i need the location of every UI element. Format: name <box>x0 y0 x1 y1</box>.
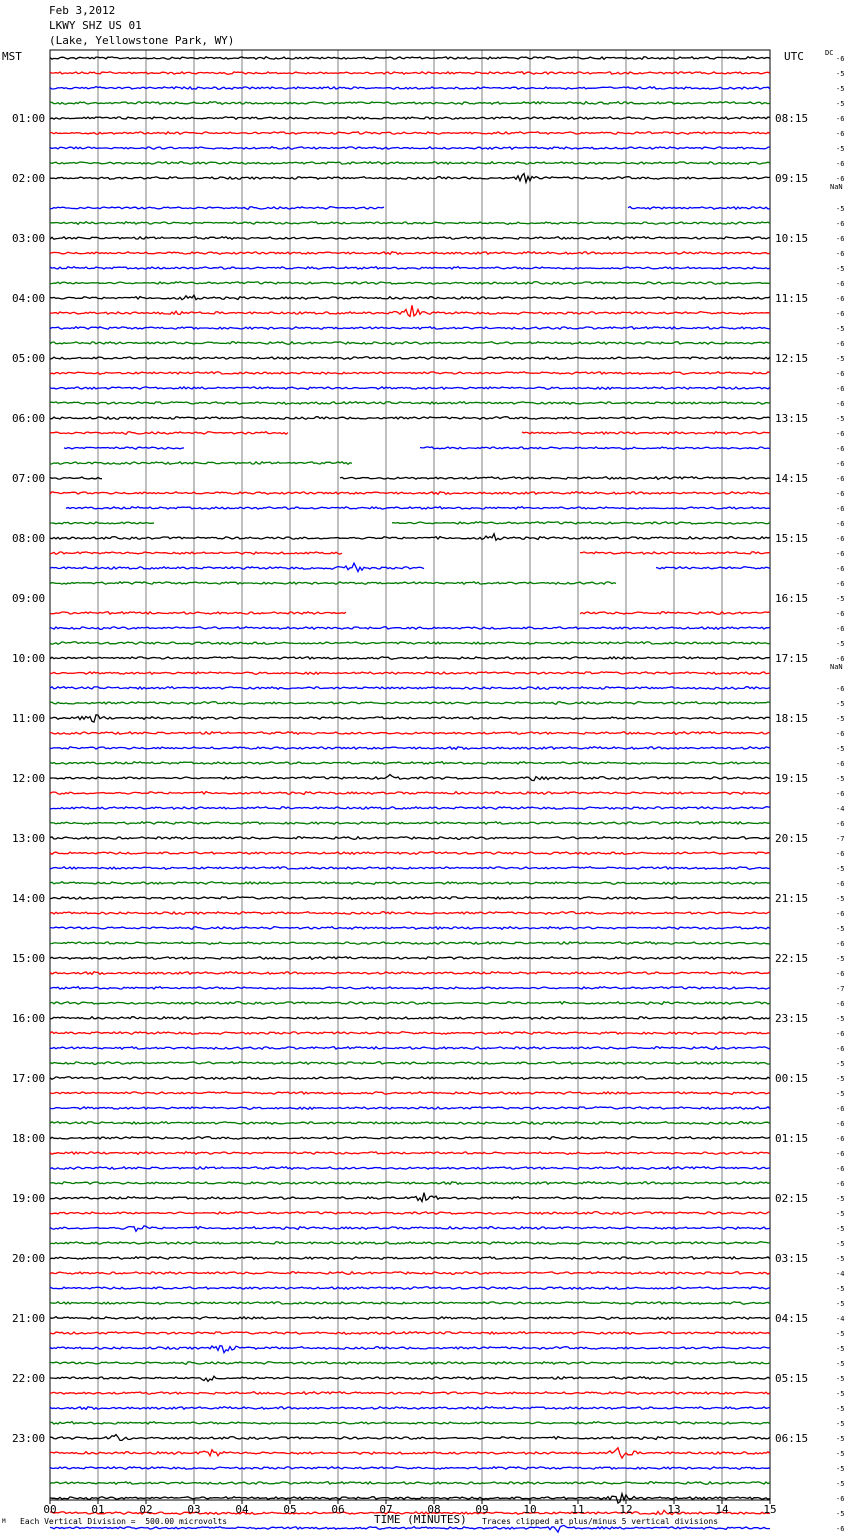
header-station: LKWY SHZ US 01 <box>49 19 142 32</box>
row-value-label: -6 <box>836 475 845 483</box>
trace-row-63 <box>50 1002 770 1005</box>
trace-row-27 <box>50 462 352 465</box>
right-hour-label: 14:15 <box>775 472 809 485</box>
row-value-label: -6 <box>836 1135 845 1143</box>
trace-row-6 <box>50 147 770 150</box>
left-hour-label: 16:00 <box>12 1012 46 1025</box>
trace-row-47 <box>50 762 770 765</box>
trace-row-59 <box>50 942 770 945</box>
row-value-label: -5 <box>836 415 845 423</box>
row-value-label: -6 <box>836 850 845 858</box>
right-hour-label: 11:15 <box>775 292 809 305</box>
trace-row-55 <box>50 882 770 885</box>
trace-row-80 <box>50 1257 770 1260</box>
row-value-label: -5 <box>836 1405 845 1413</box>
row-value-label: -5 <box>836 100 845 108</box>
row-value-label: -6 <box>836 1165 845 1173</box>
row-value-label: -5 <box>836 865 845 873</box>
row-value-label: -5 <box>836 85 845 93</box>
row-value-label: -5 <box>836 325 845 333</box>
trace-row-98 <box>50 1525 770 1532</box>
row-value-label: -4 <box>836 805 845 813</box>
trace-row-78 <box>50 1226 770 1231</box>
row-value-label: -6 <box>836 760 845 768</box>
trace-row-38 <box>50 627 770 630</box>
right-hour-label: 04:15 <box>775 1312 809 1325</box>
row-value-label: -6 <box>836 685 845 693</box>
row-value-label: -5 <box>836 1225 845 1233</box>
row-value-label: NaN <box>830 183 843 191</box>
trace-row-87 <box>50 1362 770 1365</box>
row-value-label: -6 <box>836 1105 845 1113</box>
row-value-label: -6 <box>836 400 845 408</box>
trace-row-15 <box>50 282 770 285</box>
right-hour-label: 02:15 <box>775 1192 809 1205</box>
trace-row-7 <box>50 162 770 165</box>
trace-row-17 <box>50 305 770 316</box>
right-hour-label: 05:15 <box>775 1372 809 1385</box>
row-value-label: -6 <box>836 910 845 918</box>
left-hour-label: 09:00 <box>12 592 46 605</box>
x-axis-label: TIME (MINUTES) <box>374 1513 467 1526</box>
x-tick-label: 09 <box>475 1503 489 1516</box>
row-value-label: -5 <box>836 1060 845 1068</box>
trace-row-57 <box>50 912 770 915</box>
trace-row-40 <box>50 657 770 660</box>
row-value-label: -6 <box>836 280 845 288</box>
row-value-label: -5 <box>836 925 845 933</box>
trace-row-88 <box>50 1376 770 1381</box>
row-value-label: -5 <box>836 1435 845 1443</box>
left-hour-label: 03:00 <box>12 232 46 245</box>
left-hour-label: 06:00 <box>12 412 46 425</box>
row-value-label: -5 <box>836 1480 845 1488</box>
left-hour-label: 10:00 <box>12 652 46 665</box>
right-hour-label: 18:15 <box>775 712 809 725</box>
right-hour-label: 01:15 <box>775 1132 809 1145</box>
left-hour-label: 20:00 <box>12 1252 46 1265</box>
row-value-label: -5 <box>836 1285 845 1293</box>
row-value-label: -5 <box>836 1450 845 1458</box>
x-tick-label: 07 <box>379 1503 393 1516</box>
row-value-label: NaN <box>830 663 843 671</box>
x-tick-label: 10 <box>523 1503 537 1516</box>
x-tick-label: 14 <box>715 1503 729 1516</box>
row-value-label: -6 <box>836 1030 845 1038</box>
trace-row-2 <box>50 87 770 90</box>
row-value-label: -5 <box>836 1240 845 1248</box>
trace-row-81 <box>50 1272 770 1275</box>
trace-row-96 <box>50 1494 770 1503</box>
row-value-label: -6 <box>836 940 845 948</box>
trace-row-43 <box>50 702 770 705</box>
row-value-label: -6 <box>836 220 845 228</box>
x-tick-label: 02 <box>139 1503 153 1516</box>
row-value-label: -5 <box>836 1015 845 1023</box>
row-value-label: -6 <box>836 820 845 828</box>
row-value-label: -5 <box>836 775 845 783</box>
trace-row-68 <box>50 1077 770 1080</box>
trace-row-72 <box>50 1137 770 1140</box>
trace-row-39 <box>50 642 770 645</box>
left-hour-label: 21:00 <box>12 1312 46 1325</box>
row-value-label: -4 <box>836 1315 845 1323</box>
trace-row-34 <box>50 563 770 571</box>
left-hour-label: 15:00 <box>12 952 46 965</box>
x-tick-label: 08 <box>427 1503 441 1516</box>
row-value-label: -6 <box>836 580 845 588</box>
trace-row-20 <box>50 357 770 360</box>
x-tick-label: 01 <box>91 1503 105 1516</box>
row-value-label: -5 <box>836 745 845 753</box>
right-hour-label: 20:15 <box>775 832 809 845</box>
left-hour-label: 11:00 <box>12 712 46 725</box>
left-hour-label: 22:00 <box>12 1372 46 1385</box>
right-hour-label: 00:15 <box>775 1072 809 1085</box>
trace-row-29 <box>50 492 770 495</box>
trace-row-66 <box>50 1047 770 1050</box>
x-tick-label: 06 <box>331 1503 345 1516</box>
left-hour-label: 14:00 <box>12 892 46 905</box>
right-hour-label: 15:15 <box>775 532 809 545</box>
row-value-label: -6 <box>836 655 845 663</box>
trace-row-51 <box>50 822 770 825</box>
trace-row-91 <box>50 1422 770 1425</box>
trace-row-50 <box>50 807 770 810</box>
trace-row-48 <box>50 775 770 781</box>
trace-row-54 <box>50 867 770 870</box>
trace-row-16 <box>50 295 770 300</box>
trace-row-82 <box>50 1287 770 1290</box>
trace-row-28 <box>50 477 770 480</box>
trace-row-61 <box>50 972 770 975</box>
trace-row-75 <box>50 1182 770 1185</box>
trace-row-60 <box>50 957 770 960</box>
trace-row-12 <box>50 237 770 240</box>
row-value-label: -6 <box>836 370 845 378</box>
right-hour-label: 22:15 <box>775 952 809 965</box>
row-value-label: -7 <box>836 835 845 843</box>
right-hour-label: 10:15 <box>775 232 809 245</box>
right-hour-label: 19:15 <box>775 772 809 785</box>
row-value-label: -6 <box>836 1495 845 1503</box>
trace-row-93 <box>50 1448 770 1458</box>
row-value-label: -6 <box>836 460 845 468</box>
trace-row-67 <box>50 1062 770 1065</box>
row-value-label: -6 <box>836 55 845 63</box>
trace-row-23 <box>50 402 770 405</box>
left-hour-label: 12:00 <box>12 772 46 785</box>
row-value-label: -6 <box>836 1180 845 1188</box>
left-hour-label: 07:00 <box>12 472 46 485</box>
row-value-label: -6 <box>836 1000 845 1008</box>
row-value-label: -6 <box>836 625 845 633</box>
trace-row-46 <box>50 747 770 750</box>
trace-row-69 <box>50 1092 770 1095</box>
trace-row-94 <box>50 1467 770 1470</box>
trace-row-89 <box>50 1392 770 1395</box>
trace-row-13 <box>50 252 770 255</box>
right-hour-label: 09:15 <box>775 172 809 185</box>
x-tick-label: 04 <box>235 1503 249 1516</box>
right-hour-label: 21:15 <box>775 892 809 905</box>
left-hour-label: 08:00 <box>12 532 46 545</box>
row-value-label: -5 <box>836 70 845 78</box>
row-value-label: -6 <box>836 445 845 453</box>
trace-row-84 <box>50 1317 770 1320</box>
trace-row-41 <box>50 672 770 675</box>
left-hour-label: 01:00 <box>12 112 46 125</box>
row-value-label: -5 <box>836 640 845 648</box>
scale-note: Each Vertical Division = 500.00 microvolts <box>20 1517 228 1526</box>
trace-row-35 <box>50 582 616 585</box>
row-value-label: -6 <box>836 130 845 138</box>
trace-row-19 <box>50 342 770 345</box>
left-axis-title: MST <box>2 50 22 63</box>
row-value-label: -6 <box>836 490 845 498</box>
row-value-label: -6 <box>836 385 845 393</box>
trace-row-21 <box>50 372 770 375</box>
left-hour-label: 02:00 <box>12 172 46 185</box>
row-value-label: -5 <box>836 895 845 903</box>
trace-row-42 <box>50 687 770 690</box>
trace-row-25 <box>50 432 770 435</box>
row-value-label: -6 <box>836 160 845 168</box>
trace-row-33 <box>50 552 770 554</box>
row-value-label: -6 <box>836 970 845 978</box>
row-value-label: -5 <box>836 955 845 963</box>
trace-row-32 <box>50 534 770 541</box>
trace-row-10 <box>50 207 770 210</box>
trace-row-70 <box>50 1107 770 1110</box>
row-value-label: -5 <box>836 1255 845 1263</box>
trace-row-85 <box>50 1332 770 1335</box>
row-value-label: -7 <box>836 985 845 993</box>
right-hour-label: 06:15 <box>775 1432 809 1445</box>
trace-row-37 <box>50 612 770 615</box>
left-hour-label: 23:00 <box>12 1432 46 1445</box>
row-value-label: -5 <box>836 145 845 153</box>
row-value-label: -6 <box>836 505 845 513</box>
row-value-label: -6 <box>836 250 845 258</box>
row-value-label: -6 <box>836 295 845 303</box>
row-value-label: -6 <box>836 535 845 543</box>
left-hour-label: 05:00 <box>12 352 46 365</box>
trace-row-74 <box>50 1167 770 1170</box>
row-value-label: -5 <box>836 1075 845 1083</box>
trace-row-95 <box>50 1482 770 1485</box>
trace-row-11 <box>50 222 770 225</box>
trace-row-26 <box>64 447 770 450</box>
row-value-label: -5 <box>836 715 845 723</box>
x-tick-label: 03 <box>187 1503 201 1516</box>
trace-row-5 <box>50 132 770 135</box>
trace-row-83 <box>50 1302 770 1305</box>
trace-row-52 <box>50 837 770 840</box>
right-hour-label: 13:15 <box>775 412 809 425</box>
row-value-label: -6 <box>836 340 845 348</box>
row-value-label: -5 <box>836 205 845 213</box>
row-value-label: -5 <box>836 700 845 708</box>
trace-row-71 <box>50 1122 770 1125</box>
row-value-label: -6 <box>836 550 845 558</box>
row-value-label: -5 <box>836 1300 845 1308</box>
x-tick-label: 11 <box>571 1503 585 1516</box>
row-value-label: -6 <box>836 175 845 183</box>
trace-row-73 <box>50 1152 770 1155</box>
row-value-label: -5 <box>836 1465 845 1473</box>
row-value-label: -5 <box>836 1090 845 1098</box>
trace-row-24 <box>50 417 770 420</box>
right-hour-label: 03:15 <box>775 1252 809 1265</box>
row-value-label: -5 <box>836 595 845 603</box>
row-value-label: -5 <box>836 1330 845 1338</box>
row-value-label: -6 <box>836 1150 845 1158</box>
trace-row-3 <box>50 102 770 105</box>
trace-row-49 <box>50 792 770 795</box>
trace-row-45 <box>50 732 770 735</box>
row-value-label: -5 <box>836 265 845 273</box>
right-hour-label: 08:15 <box>775 112 809 125</box>
row-value-label: -5 <box>836 1360 845 1368</box>
row-value-label: -6 <box>836 790 845 798</box>
trace-row-64 <box>50 1017 770 1020</box>
row-value-label: -6 <box>836 730 845 738</box>
trace-row-62 <box>50 987 770 990</box>
x-tick-label: 13 <box>667 1503 681 1516</box>
left-hour-label: 04:00 <box>12 292 46 305</box>
trace-row-77 <box>50 1212 770 1215</box>
row-value-label: -5 <box>836 355 845 363</box>
row-value-label: -6 <box>836 235 845 243</box>
row-value-label: -6 <box>836 1120 845 1128</box>
row-value-label: -6 <box>836 1045 845 1053</box>
row-value-label: -6 <box>836 1525 845 1533</box>
row-value-label: -6 <box>836 565 845 573</box>
trace-row-90 <box>50 1407 770 1410</box>
left-hour-label: 17:00 <box>12 1072 46 1085</box>
trace-row-30 <box>66 507 770 510</box>
header-date: Feb 3,2012 <box>49 4 116 17</box>
trace-row-79 <box>50 1242 770 1245</box>
trace-row-76 <box>50 1193 770 1202</box>
row-value-label: -6 <box>836 310 845 318</box>
trace-row-31 <box>50 522 770 524</box>
row-value-label: -6 <box>836 520 845 528</box>
right-hour-label: 12:15 <box>775 352 809 365</box>
trace-row-58 <box>50 927 770 930</box>
trace-row-4 <box>50 117 770 120</box>
row-value-label: -5 <box>836 1210 845 1218</box>
trace-row-86 <box>50 1346 770 1353</box>
dc-label: DC <box>825 49 834 57</box>
trace-row-65 <box>50 1032 770 1035</box>
trace-row-18 <box>50 327 770 330</box>
row-value-label: -5 <box>836 1420 845 1428</box>
row-value-label: -4 <box>836 1270 845 1278</box>
row-value-label: -5 <box>836 1345 845 1353</box>
right-hour-label: 23:15 <box>775 1012 809 1025</box>
x-tick-label: 15 <box>763 1503 777 1516</box>
row-value-label: -5 <box>836 1390 845 1398</box>
trace-row-92 <box>50 1435 770 1441</box>
trace-row-1 <box>50 72 770 75</box>
right-axis-title: UTC <box>784 50 804 63</box>
trace-row-14 <box>50 267 770 270</box>
right-hour-label: 16:15 <box>775 592 809 605</box>
trace-row-44 <box>50 715 770 722</box>
clip-note: Traces clipped at plus/minus 5 vertical divisions <box>482 1517 719 1526</box>
corner-mark: M <box>2 1518 6 1525</box>
left-hour-label: 18:00 <box>12 1132 46 1145</box>
left-hour-label: 13:00 <box>12 832 46 845</box>
x-tick-label: 05 <box>283 1503 297 1516</box>
header-location: (Lake, Yellowstone Park, WY) <box>49 34 235 47</box>
row-value-label: -5 <box>836 1510 845 1518</box>
left-hour-label: 19:00 <box>12 1192 46 1205</box>
trace-row-0 <box>50 57 770 60</box>
trace-row-56 <box>50 897 770 900</box>
trace-row-53 <box>50 852 770 855</box>
row-value-label: -5 <box>836 1195 845 1203</box>
trace-row-22 <box>50 387 770 390</box>
x-tick-label: 00 <box>43 1503 57 1516</box>
row-value-label: -6 <box>836 430 845 438</box>
row-value-label: -6 <box>836 880 845 888</box>
x-tick-label: 12 <box>619 1503 633 1516</box>
row-value-label: -6 <box>836 115 845 123</box>
trace-row-8 <box>50 174 770 183</box>
row-value-label: -5 <box>836 1375 845 1383</box>
row-value-label: -6 <box>836 610 845 618</box>
right-hour-label: 17:15 <box>775 652 809 665</box>
